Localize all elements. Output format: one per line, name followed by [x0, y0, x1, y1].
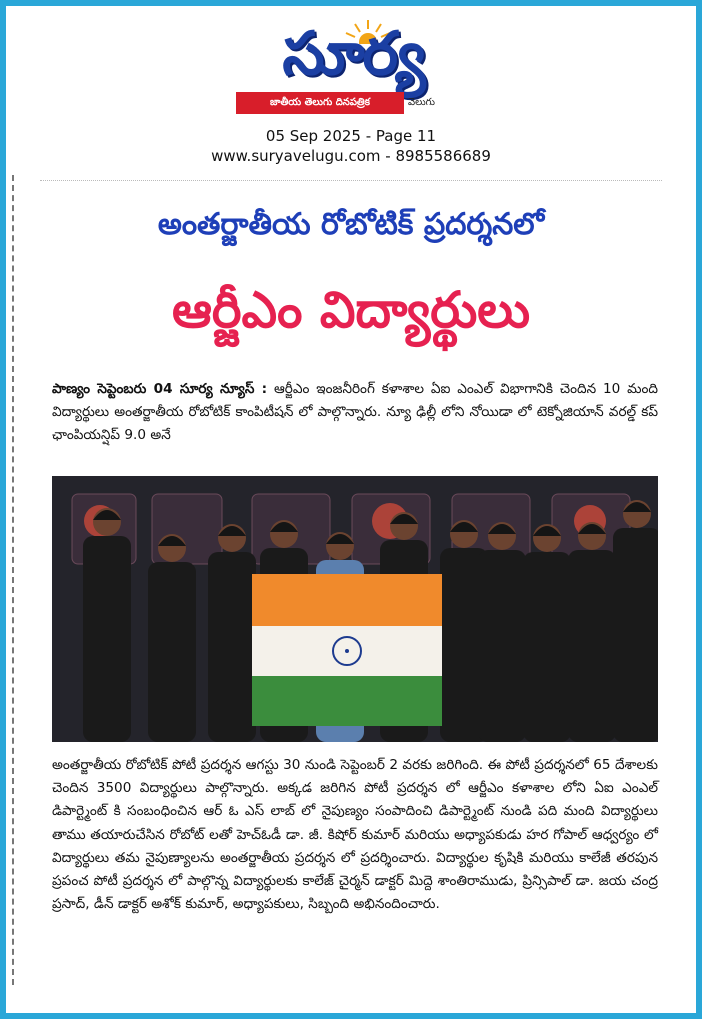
- article-para1-text: ఆర్జీఎం ఇంజనీరింగ్ కళాశాల ఏఐ ఎంఎల్ విభాగానికి చెందిన 10 మంది విద్యార్థులు అంతర్జాతీయ రోబోటిక్ కాంపిటీషన్ లో పాల్గొన్నారు. న్యూ ఢిల్లీ లోని నోయిడా లో టెక్నోజియాన్ వరల్డ్ కప్ ఛాంపియన్షిప్ 9.0 అనే: [52, 381, 658, 444]
- article-kicker: అంతర్జాతీయ రోబోటిక్ ప్రదర్శనలో: [157, 207, 545, 242]
- person: [208, 524, 256, 742]
- person: [83, 508, 131, 742]
- person: [523, 524, 571, 742]
- logo: సూర్య: [282, 19, 424, 89]
- column-divider: [12, 175, 14, 985]
- person: [613, 500, 658, 742]
- masthead: [228, 14, 478, 118]
- person: [478, 522, 526, 742]
- masthead-tagline: జాతీయ తెలుగు దినపత్రిక: [236, 92, 404, 114]
- article-paragraph-2: అంతర్జాతీయ రోబోటిక్ పోటీ ప్రదర్శన ఆగస్టు 30 నుండి సెప్టెంబర్ 2 వరకు జరిగింది. ఈ పోటీ ప్రదర్శనలో 65 దేశాలకు చెందిన 3500 విద్యార్థులు పాల్గొన్నారు. అక్కడ జరిగిన పోటీ ప్రదర్శన లో ఆర్జీఎం కళాశాల లోని ఏఐ ఎంఎల్ డిపార్ట్మెంట్ కి సంబంధించిన ఆర్ ఓ ఎస్ లాబ్ లో నైపుణ్యం సంపాదించి డిపార్ట్మెంట్ నుండి పది మంది విద్యార్థులు తాము తయారుచేసిన రోబోట్ లతో హెచ్ఓడీ డా. జీ. కిషోర్ కుమార్ మరియు అధ్యాపకుడు హర గోపాల్ ఆధ్వర్యం లో విద్యార్థులు తమ నైపుణ్యాలను అంతర్జాతీయ ప్రదర్శన లో ప్రదర్శించారు. విద్యార్థుల కృషికి మరియు కాలేజీ తరపున ప్రపంచ పోటీ ప్రదర్శన లో పాల్గొన్న విద్యార్థులకు కాలేజ్ చైర్మన్ డాక్టర్ మిద్దె శాంతిరాముడు, ప్రిన్సిపాల్ డా. జయ చంద్ర ప్రసాద్, డీన్ డాక్టర్ అశోక్ కుమార్, అధ్యాపకులు, సిబ్బంది అభినందించారు.: [52, 757, 658, 913]
- indian-flag-icon: [252, 574, 442, 726]
- group-photo-illustration: [52, 476, 658, 742]
- article-photo: [52, 476, 658, 742]
- article-headline: ఆర్జీఎం విద్యార్థులు: [171, 281, 530, 339]
- article-paragraph-1: [52, 378, 658, 470]
- edition-site-phone: www.suryavelugu.com - 8985586689: [211, 147, 491, 165]
- top-rule: [40, 180, 662, 181]
- person: [568, 522, 616, 742]
- edition-date-page: 05 Sep 2025 - Page 11: [265, 127, 437, 145]
- masthead-tagline-right: వెలుగు: [408, 97, 435, 108]
- article-dateline: పాణ్యం సెప్టెంబరు 04 సూర్య న్యూస్ :: [52, 381, 268, 397]
- person: [148, 534, 196, 742]
